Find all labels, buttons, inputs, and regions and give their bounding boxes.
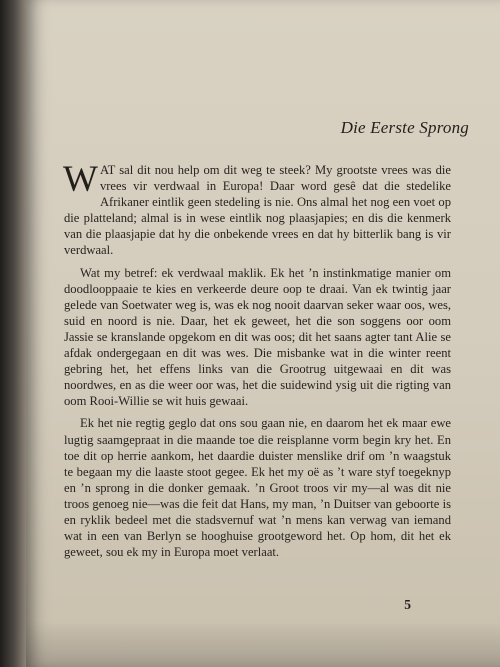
paragraph-1-text: AT sal dit nou help om dit weg te steek? My grootste vrees was die vrees vir verdwaal in Europa! Daar word gesê dat die stedelike Afrikaner eintlik geen stedeling is nie. Ons almal het nog een voet op die platteland; almal is in wese eintlik nog plaasjapies; en dis die kenmerk van die plaasjapie dat hy die onbekende vrees en dat hy bitterlik bang is vir verdwaal. bbox=[64, 163, 451, 258]
page-bottom-shadow bbox=[26, 621, 500, 667]
page-number: 5 bbox=[404, 597, 411, 612]
body-text bbox=[63, 159, 451, 566]
chapter-title: Die Eerste Sprong bbox=[340, 118, 469, 137]
book-spine-edge bbox=[0, 0, 26, 667]
paragraph-3: Ek het nie regtig geglo dat ons sou gaan nie, en daarom het ek maar ewe lugtig saamgepraat in die maande toe die reisplanne vorm begin kry het. En toe dit op herrie aankom, het daardie duister menslike drif om ’n waagstuk te begaan my die laaste stoot gegee. Ek het my oë as ’t ware styf toegeknyp en ’n sprong in die donker gemaak. ’n Groot troos vir my—al was dit nie troos genoeg nie—was die feit dat Hans, my man, ’n Duitser van geboorte is en ryklik bedeel met die stadsvernuf wat ’n mens kan verwag van iemand wat in een van Berlyn se hooghuise grootgeword het. Op hom, dit het ek geweet, sou ek my in Europa moet verlaat. bbox=[64, 416, 451, 560]
paragraph-2: Wat my betref: ek verdwaal maklik. Ek het ’n instinkmatige manier om doodlooppaaie te kies en verkeerde deure oop te draai. Van ek twintig jaar gelede van Soetwater weg is, was ek nog nooit daarvan seker waar oos, wes, suid en noord is nie. Daar, het ek geweet, het die son soggens oor oom Jassie se kranslande opgekom en dit was oos; dit het saans agter tant Alie se afdak ondergegaan en dit was wes. Die misbanke wat in die winter reent gebring het, het effens links van die Grootrug uitgewaai en dit was noordwes, en as die weer oor was, het die suidewind ysig uit die rigting van oom Rooi-Willie se wit huis gewaai. bbox=[64, 265, 451, 409]
drop-cap: W bbox=[63, 159, 98, 200]
paragraph-1 bbox=[63, 159, 451, 259]
